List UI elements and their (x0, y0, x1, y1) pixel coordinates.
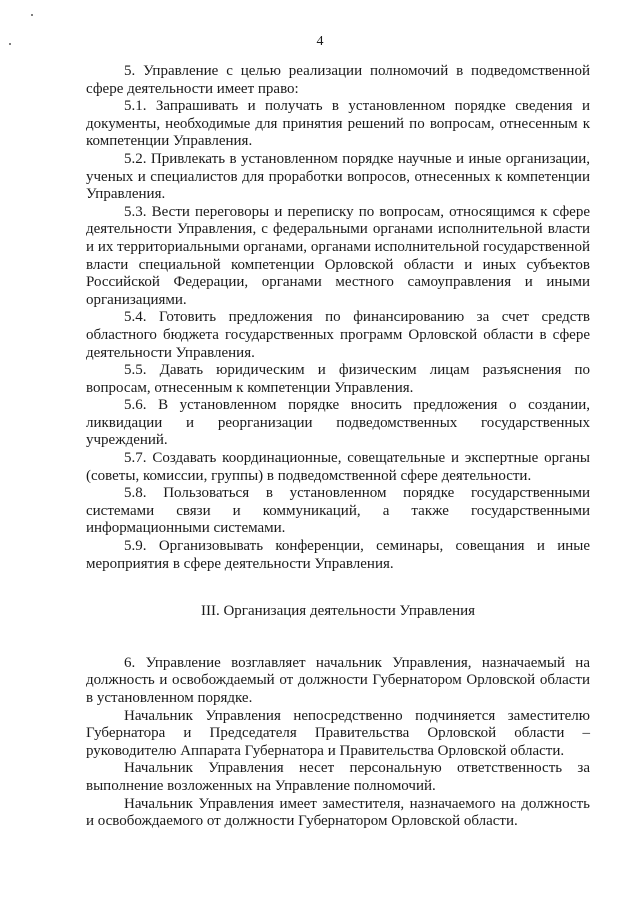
paragraph-5-1: 5.1. Запрашивать и получать в установленном порядке сведения и документы, необходимые для принятия решений по вопросам, отнесенным к компетенции Управления. (86, 98, 590, 150)
paragraph-5-2: 5.2. Привлекать в установленном порядке научные и иные организации, ученых и специалистов для проработки вопросов, отнесенных к компетенции Управления. (86, 150, 590, 203)
paragraph-5-8: 5.8. Пользоваться в установленном порядке государственными системами связи и коммуникаций, а также государственными информационными системами. (86, 485, 590, 537)
paragraph-5-7: 5.7. Создавать координационные, совещательные и экспертные органы (советы, комиссии, группы) в подведомственной сфере деятельности. (86, 450, 590, 484)
paragraph-5-3: 5.3. Вести переговоры и переписку по вопросам, относящимся к сфере деятельности Управления, с федеральными органами исполнительной власти и их территориальными органами, органами исполнительной государственной власти специальной компетенции Орловской области и иных субъектов Российской Федерации, органами местного самоуправления и иными организациями. (86, 203, 590, 308)
paragraph-5: 5. Управление с целью реализации полномочий в подведомственной сфере деятельности имеет право: (86, 63, 590, 97)
scan-speck (31, 14, 33, 16)
section-heading: III. Организация деятельности Управления (200, 603, 476, 620)
paragraph-6: 6. Управление возглавляет начальник Управления, назначаемый на должность и освобождаемый от должности Губернатором Орловской области в установленном порядке. (86, 654, 590, 706)
paragraph-5-6: 5.6. В установленном порядке вносить предложения о создании, ликвидации и реорганизации подведомственных государственных учреждений. (86, 397, 590, 449)
paragraph-head-responsibility: Начальник Управления несет персональную ответственность за выполнение возложенных на Управление полномочий. (86, 760, 590, 794)
page-number: 4 (316, 34, 324, 49)
paragraph-head-deputy: Начальник Управления имеет заместителя, назначаемого на должность и освобождаемого от должности Губернатором Орловской области. (86, 795, 590, 830)
paragraph-5-9: 5.9. Организовывать конференции, семинары, совещания и иные мероприятия в сфере деятельности Управления. (86, 538, 590, 572)
paragraph-5-4: 5.4. Готовить предложения по финансированию за счет средств областного бюджета государственных программ Орловской области в сфере деятельности Управления. (86, 309, 590, 361)
paragraph-head-subordination: Начальник Управления непосредственно подчиняется заместителю Губернатора и Председателя Правительства Орловской области – руководителю Аппарата Губернатора и Правительства Орловской области. (86, 707, 590, 759)
paragraph-5-5: 5.5. Давать юридическим и физическим лицам разъяснения по вопросам, отнесенным к компетенции Управления. (86, 362, 590, 396)
document-body (86, 63, 590, 831)
